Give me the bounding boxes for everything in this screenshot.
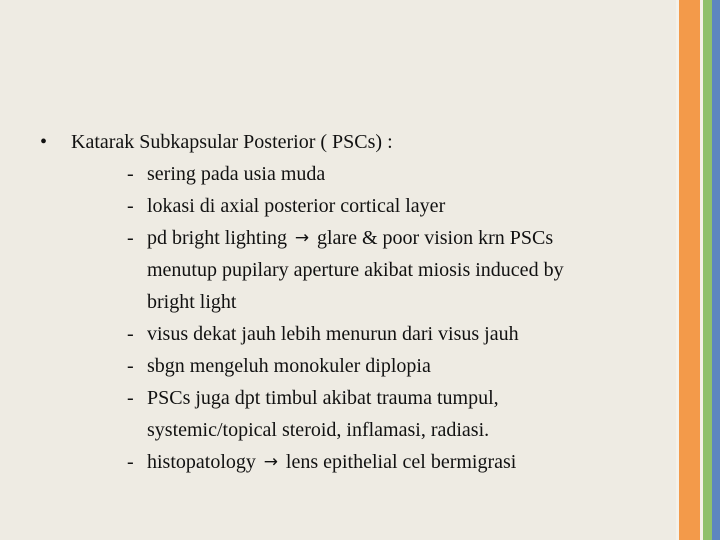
- bullet-icon: •: [40, 131, 48, 153]
- sub-item-text-line: [147, 222, 553, 254]
- sub-item-continuation: [40, 414, 670, 446]
- blue-stripe: [712, 0, 720, 540]
- dash-icon: -: [127, 451, 134, 473]
- dash-icon: -: [127, 387, 134, 409]
- slide-content: [40, 126, 670, 478]
- arrow-right-icon: →: [294, 228, 310, 248]
- main-bullet: [40, 126, 670, 158]
- arrow-right-icon: →: [263, 452, 279, 472]
- sub-item-sering: [40, 158, 670, 190]
- sub-item-continuation: [40, 254, 670, 286]
- sub-item-continuation: [40, 286, 670, 318]
- sub-item-suffix: lens epithelial cel bermigrasi: [285, 451, 517, 473]
- sub-item-text-line: [147, 446, 516, 478]
- dash-icon: -: [127, 323, 134, 345]
- sub-item-lokasi: [40, 190, 670, 222]
- orange-stripe: [679, 0, 700, 540]
- sub-item-pscs: [40, 382, 670, 414]
- sub-item-continuation-text: menutup pupilary aperture akibat miosis induced by: [147, 259, 564, 281]
- sub-item-text: PSCs juga dpt timbul akibat trauma tumpul,: [147, 387, 499, 409]
- sub-item-visus: [40, 318, 670, 350]
- sub-item-text: sbgn mengeluh monokuler diplopia: [147, 355, 431, 377]
- sub-item-continuation-text: bright light: [147, 291, 237, 313]
- decorative-stripes: [676, 0, 720, 540]
- dash-icon: -: [127, 355, 134, 377]
- sub-item-text: lokasi di axial posterior cortical layer: [147, 195, 446, 217]
- dash-icon: -: [127, 195, 134, 217]
- sub-item-text: visus dekat jauh lebih menurun dari visus jauh: [147, 323, 519, 345]
- sub-item-continuation-text: systemic/topical steroid, inflamasi, radiasi.: [147, 419, 490, 441]
- slide-title: Katarak Subkapsular Posterior ( PSCs) :: [71, 131, 393, 153]
- sub-item-prefix: histopatology: [147, 451, 256, 473]
- sub-item-suffix: glare & poor vision krn PSCs: [317, 227, 554, 249]
- sub-item-histopatology: [40, 446, 670, 478]
- green-stripe: [703, 0, 712, 540]
- sub-item-text: sering pada usia muda: [147, 163, 326, 185]
- sub-item-bright-lighting: [40, 222, 670, 254]
- dash-icon: -: [127, 227, 134, 249]
- sub-item-prefix: pd bright lighting: [147, 227, 287, 249]
- sub-item-diplopia: [40, 350, 670, 382]
- dash-icon: -: [127, 163, 134, 185]
